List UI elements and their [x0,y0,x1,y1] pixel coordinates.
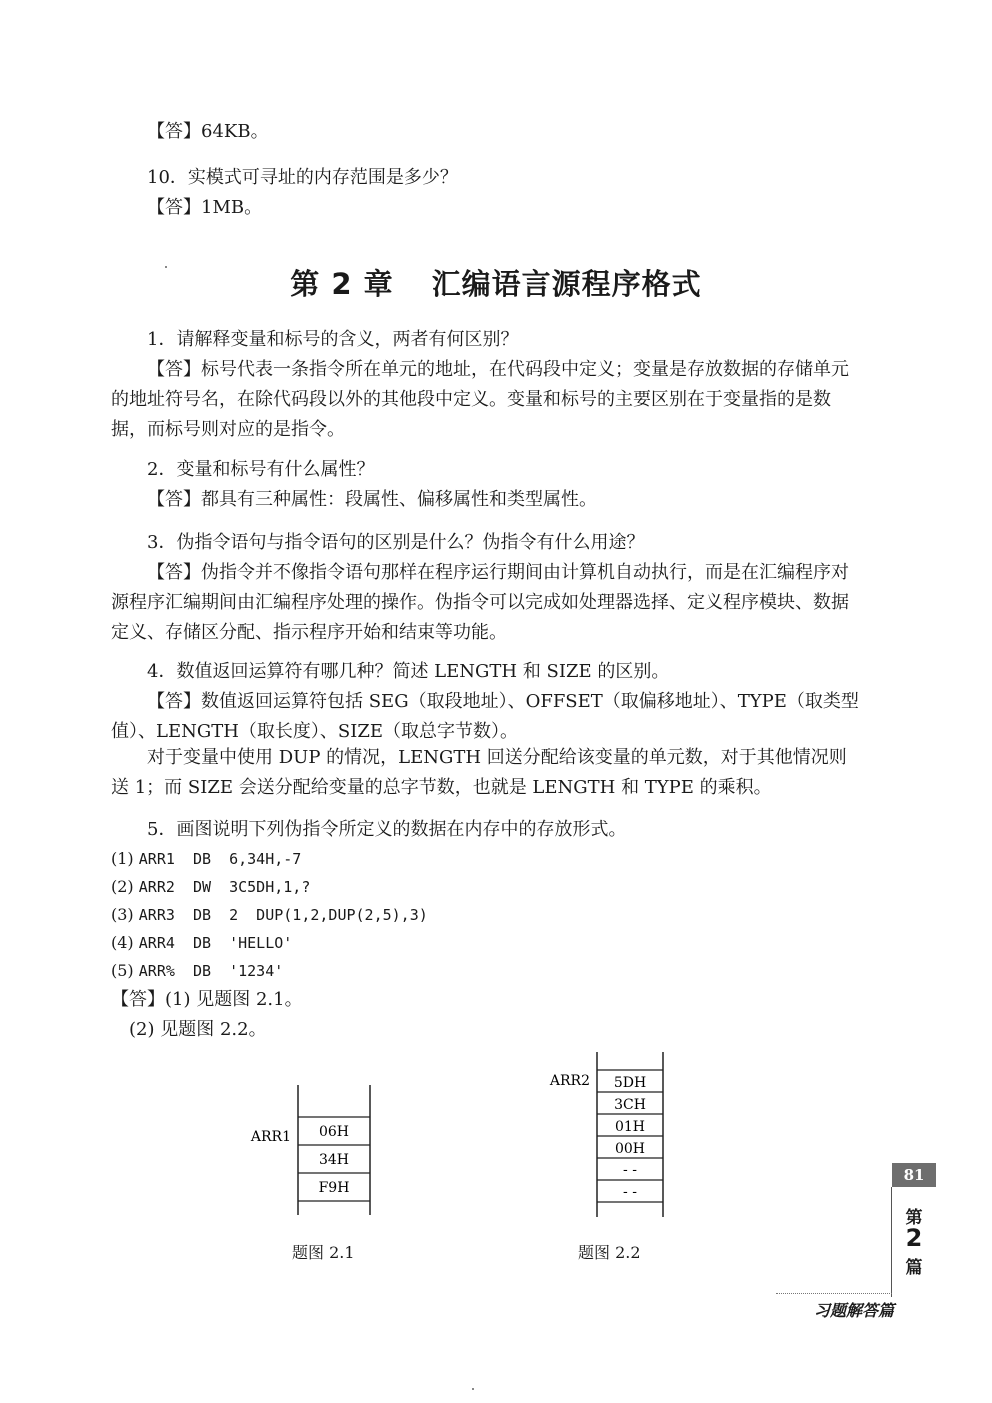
code-line-number: (5) [111,961,134,980]
chapter-name: 汇编语言源程序格式 [431,267,702,301]
figure-2-1-caption: 题图 2.1 [292,1243,355,1262]
figure-2-1 [250,1085,380,1220]
q4-question: 4．数值返回运算符有哪几种？简述 LENGTH 和 SIZE 的区别。 [147,661,670,682]
code-line-number: (4) [111,933,134,952]
fig2-cell: 01H [614,1119,646,1135]
part-number: 2 [905,1224,923,1252]
q3-answer: 【答】伪指令并不像指令语句那样在程序运行期间由计算机自动执行，而是在汇编程序对源程序汇编期间由汇编程序处理的操作。伪指令可以完成如处理器选择、定义程序模块、数据定义、存储区分配、指示程序开始和结束等功能。 [111,562,849,643]
figure-2-2 [545,1052,675,1222]
q10-question: 10．实模式可寻址的内存范围是多少？ [147,167,458,188]
code-line-number: (1) [111,849,134,868]
fig2-label: ARR2 [549,1073,590,1089]
code-line-text: ARR1 DB 6,34H,-7 [138,850,302,868]
code-line-2 [111,873,310,901]
q9-answer: 【答】64KB。 [147,121,269,142]
q10-answer: 【答】1MB。 [147,197,263,218]
code-line-text: ARR2 DW 3C5DH,1,? [138,878,311,896]
part-prefix: 第 [905,1208,923,1228]
code-line-5 [111,957,283,985]
fig1-cell: 34H [318,1152,350,1168]
code-line-number: (2) [111,877,134,896]
scan-speck [472,1388,474,1390]
footer-section-title: 习题解答篇 [813,1301,894,1320]
figure-2-2-caption: 题图 2.2 [578,1243,641,1262]
chapter-number: 第 2 章 [290,267,394,301]
fig2-cell: 5DH [613,1075,647,1091]
q2-question: 2．变量和标号有什么属性？ [147,459,375,480]
fig1-cell: 06H [318,1124,350,1140]
code-line-text: ARR3 DB 2 DUP(1,2,DUP(2,5),3) [138,906,428,924]
fig1-cell: F9H [318,1180,350,1196]
chapter-title [0,262,992,303]
q4-answer-continued: 对于变量中使用 DUP 的情况，LENGTH 回送分配给该变量的单元数，对于其他情况则送 1；而 SIZE 会送分配给变量的总字节数，也就是 LENGTH 和 TYPE 的乘积。 [111,747,847,798]
fig2-cell: - - [623,1184,637,1200]
q1-answer: 【答】标号代表一条指令所在单元的地址，在代码段中定义；变量是存放数据的存储单元的地址符号名，在除代码段以外的其他段中定义。变量和标号的主要区别在于变量指的是数据，而标号则对应的是指令。 [111,359,849,440]
code-line-number: (3) [111,905,134,924]
q5-question: 5．画图说明下列伪指令所定义的数据在内存中的存放形式。 [147,819,627,840]
part-suffix: 篇 [905,1258,923,1278]
q5-answer-1: 【答】(1) 见题图 2.1。 [111,989,303,1010]
fig1-label: ARR1 [250,1129,291,1145]
q2-answer: 【答】都具有三种属性：段属性、偏移属性和类型属性。 [147,489,597,510]
code-line-text: ARR4 DB 'HELLO' [138,934,293,952]
q4-answer: 【答】数值返回运算符包括 SEG（取段地址）、OFFSET（取偏移地址）、TYPE（取类型值）、LENGTH（取长度）、SIZE（取总字节数）。 [111,691,859,742]
q3-question: 3．伪指令语句与指令语句的区别是什么？伪指令有什么用途？ [147,532,645,553]
page-number-badge: 81 [892,1163,936,1187]
code-line-text: ARR% DB '1234' [138,962,284,980]
footer-divider [776,1293,892,1294]
q1-question: 1．请解释变量和标号的含义，两者有何区别？ [147,329,519,350]
code-line-3 [111,901,428,929]
q5-answer-2: (2) 见题图 2.2。 [129,1019,267,1040]
fig2-cell: - - [623,1162,637,1178]
fig2-cell: 3CH [614,1097,646,1113]
code-line-4 [111,929,292,957]
scan-speck [165,266,167,268]
code-line-1 [111,845,301,873]
fig2-cell: 00H [614,1141,646,1157]
